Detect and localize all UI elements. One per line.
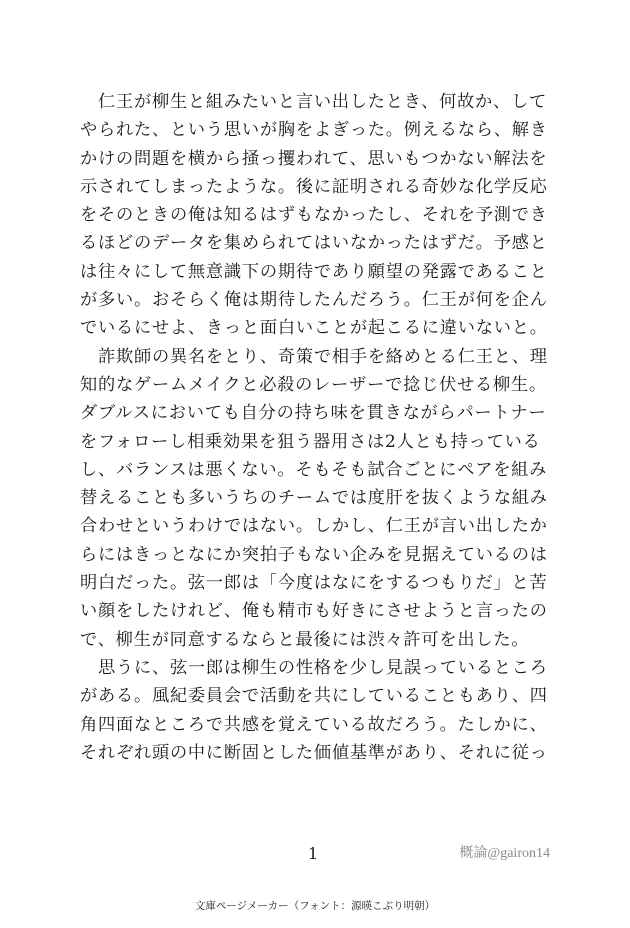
text-line: 知的なゲームメイクと必殺のレーザーで捻じ伏せる柳生。 [80, 374, 547, 395]
body-text [80, 88, 552, 767]
text-line: それぞれ頭の中に断固とした価値基準があり、それに従っ [80, 742, 548, 763]
text-line: るほどのデータを集められてはいなかったはずだ。予感と [80, 233, 548, 254]
text-line: をそのときの俺は知るはずもなかったし、それを予測でき [80, 205, 548, 226]
page-number: 1 [308, 844, 319, 863]
text-line: 角四面なところで共感を覚えている故だろう。たしかに、 [80, 714, 548, 735]
text-line: でいるにせよ、きっと面白いことが起こるに違いないと。 [80, 318, 548, 339]
text-line: をフォローし相乗効果を狙う器用さは2人とも持っている [80, 431, 541, 452]
text-line: がある。風紀委員会で活動を共にしていることもあり、四 [80, 686, 548, 707]
author-handle: 概論@gairon14 [459, 846, 550, 861]
text-line: 替えることも多いうちのチームでは度肝を抜くような組み [80, 488, 548, 509]
text-line: 明白だった。弦一郎は「今度はなにをするつもりだ」と苦 [80, 573, 548, 594]
text-line: ダブルスにおいても自分の持ち味を貫きながらパートナー [80, 403, 547, 424]
text-line: かけの問題を横から掻っ攫われて、思いもつかない解法を [80, 148, 548, 169]
footer-credit: 文庫ページメーカー（フォント：源暎こぶり明朝） [194, 900, 436, 912]
text-line: 仁王が柳生と組みたいと言い出したとき、何故か、して [80, 92, 547, 112]
text-line: 合わせというわけではない。しかし、仁王が言い出したか [80, 516, 548, 537]
text-line: で、柳生が同意するならと最後には渋々許可を出した。 [80, 629, 530, 650]
text-line: が多い。おそらく俺は期待したんだろう。仁王が何を企ん [80, 290, 548, 311]
text-line: 示されてしまったような。後に証明される奇妙な化学反応 [80, 176, 548, 197]
text-line: 詐欺師の異名をとり、奇策で相手を絡めとる仁王と、理 [80, 346, 548, 367]
text-line: やられた、という思いが胸をよぎった。例えるなら、解き [80, 120, 548, 141]
text-line: は往々にして無意識下の期待であり願望の発露であること [80, 261, 548, 282]
text-line: らにはきっとなにか突拍子もない企みを見据えているのは [80, 544, 548, 565]
text-line: 思うに、弦一郎は柳生の性格を少し見誤っているところ [80, 657, 548, 678]
text-line: し、バランスは悪くない。そもそも試合ごとにペアを組み [80, 459, 548, 480]
text-line: い顔をしたけれど、俺も精市も好きにさせようと言ったの [80, 601, 548, 622]
